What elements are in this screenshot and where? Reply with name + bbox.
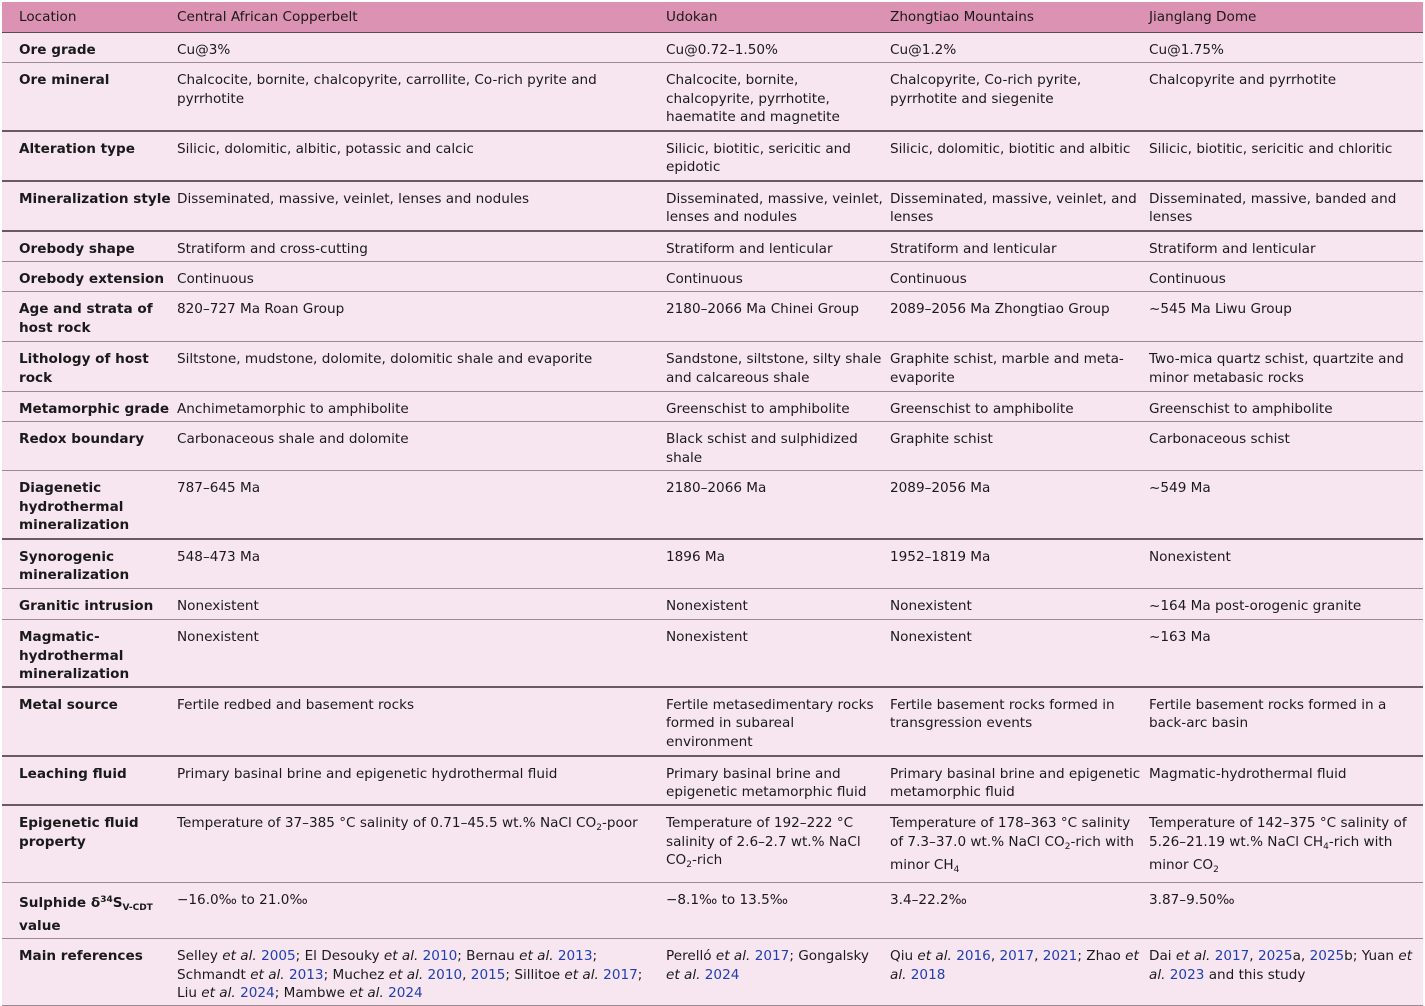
ref-author: Zhao [1086, 947, 1126, 964]
header-jianglang: Jianglang Dome [1149, 2, 1423, 33]
ref-year-link[interactable]: 2025 [1257, 947, 1293, 964]
table-cell: Nonexistent [890, 589, 1149, 620]
table-cell: Silicic, biotitic, sericitic and epidotic [666, 131, 890, 181]
ref-year-link[interactable]: 2017 [1214, 947, 1250, 964]
table-cell: 2089–2056 Ma Zhongtiao Group [890, 292, 1149, 342]
table-cell: Nonexistent [177, 620, 666, 687]
ref-etal: et al. [666, 966, 701, 983]
ref-year-link[interactable]: 2017 [999, 947, 1035, 964]
table-cell: 548–473 Ma [177, 539, 666, 589]
table-cell: Cu@1.2% [890, 33, 1149, 63]
table-row [2, 589, 1423, 620]
row-label: Magmatic-hydrothermal mineralization [2, 620, 177, 687]
ref-year-link[interactable]: 2018 [910, 966, 946, 983]
table-row [2, 805, 1423, 882]
table-row [2, 262, 1423, 292]
ref-year-link[interactable]: 2010 [427, 966, 463, 983]
ref-etal: et al. [917, 947, 952, 964]
row-label: Metamorphic grade [2, 392, 177, 422]
table-cell: 1952–1819 Ma [890, 539, 1149, 589]
table-cell: Nonexistent [666, 620, 890, 687]
table-cell: 2180–2066 Ma Chinei Group [666, 292, 890, 342]
table-cell: Stratiform and lenticular [1149, 231, 1423, 262]
ref-year-link[interactable]: 2015 [470, 966, 506, 983]
table-cell: Nonexistent [1149, 539, 1423, 589]
ref-author: Dai [1149, 947, 1176, 964]
table-cell: Primary basinal brine and epigenetic metamorphic fluid [890, 756, 1149, 805]
ref-author: Bernau [466, 947, 520, 964]
row-label: Diagenetic hydrothermal mineralization [2, 471, 177, 539]
table-cell: Disseminated, massive, veinlet, lenses and nodules [666, 181, 890, 231]
ref-year-link[interactable]: 2010 [422, 947, 458, 964]
ref-etal: et al. [388, 966, 424, 983]
table-cell: Nonexistent [890, 620, 1149, 687]
ref-year-link[interactable]: 2024 [240, 985, 275, 1002]
table-row [2, 756, 1423, 805]
table-cell: Sandstone, siltstone, silty shale and calcareous shale [666, 342, 890, 392]
table-cell: Greenschist to amphibolite [666, 392, 890, 422]
table-cell: 787–645 Ma [177, 471, 666, 539]
table-cell: Temperature of 142–375 °C salinity of 5.26–21.19 wt.% NaCl $CH_4$-rich with minor $CO_2$ [1149, 805, 1423, 882]
row-label: Metal source [2, 687, 177, 756]
ref-year-link[interactable]: 2017 [603, 966, 638, 983]
ref-author: Gongalsky [798, 947, 869, 964]
row-label: Main references [2, 938, 177, 1005]
table-cell: Graphite schist, marble and meta-evaporite [890, 342, 1149, 392]
row-label: Alteration type [2, 131, 177, 181]
table-cell: 1896 Ma [666, 539, 890, 589]
ref-year-link[interactable]: 2013 [557, 947, 593, 964]
ref-author: Sillitoe [514, 966, 565, 983]
row-label: Orebody extension [2, 262, 177, 292]
table-cell: Fertile basement rocks formed in transgression events [890, 687, 1149, 756]
row-label: Orebody shape [2, 231, 177, 262]
ref-year-link[interactable]: 2025 [1309, 947, 1345, 964]
header-row [2, 2, 1423, 33]
ref-author: Mambwe [283, 985, 350, 1002]
comparison-table [2, 2, 1423, 1006]
ref-etal: et al. [564, 966, 599, 983]
table-cell: ~163 Ma [1149, 620, 1423, 687]
ref-etal: et al. [349, 985, 384, 1002]
ref-author: Selley [177, 947, 223, 964]
ref-etal: et al. [519, 947, 554, 964]
row-label: Lithology of host rock [2, 342, 177, 392]
table-cell: Chalcopyrite, Co-rich pyrite, pyrrhotite and siegenite [890, 63, 1149, 131]
table-cell: Silicic, dolomitic, biotitic and albitic [890, 131, 1149, 181]
ref-author: Schmandt [177, 966, 251, 983]
table-cell: 2180–2066 Ma [666, 471, 890, 539]
table-cell: Nonexistent [177, 589, 666, 620]
references-cell: Dai et al. 2017, 2025a, 2025b; Yuan et al. 2023 and this study [1149, 938, 1423, 1005]
table-row [2, 471, 1423, 539]
table-cell: Greenschist to amphibolite [1149, 392, 1423, 422]
references-cell: Perelló et al. 2017; Gongalsky et al. 2024 [666, 938, 890, 1005]
ref-year-link[interactable]: 2023 [1169, 966, 1205, 983]
header-udokan: Udokan [666, 2, 890, 33]
header-copperbelt: Central African Copperbelt [177, 2, 666, 33]
table-row [2, 33, 1423, 63]
table-row [2, 231, 1423, 262]
table-row [2, 63, 1423, 131]
table-cell: Cu@0.72–1.50% [666, 33, 890, 63]
references-cell: Qiu et al. 2016, 2017, 2021; Zhao et al. 2018 [890, 938, 1149, 1005]
table-cell: Black schist and sulphidized shale [666, 422, 890, 471]
table-cell: Temperature of 192–222 °C salinity of 2.6–2.7 wt.% NaCl $CO_2$-rich [666, 805, 890, 882]
table-cell: Primary basinal brine and epigenetic metamorphic fluid [666, 756, 890, 805]
table-cell: Stratiform and lenticular [890, 231, 1149, 262]
ref-etal: et al. [383, 947, 419, 964]
table-cell: Two-mica quartz schist, quartzite and minor metabasic rocks [1149, 342, 1423, 392]
table-cell: Disseminated, massive, banded and lenses [1149, 181, 1423, 231]
table-row [2, 342, 1423, 392]
table-cell: Cu@1.75% [1149, 33, 1423, 63]
ref-author: El Desouky [304, 947, 384, 964]
ref-year-link[interactable]: 2024 [704, 966, 740, 983]
table-cell: 3.4–22.2‰ [890, 882, 1149, 938]
ref-author: Muchez [332, 966, 389, 983]
table-cell: ~164 Ma post-orogenic granite [1149, 589, 1423, 620]
ref-author: Perelló [666, 947, 716, 964]
ref-year-link[interactable]: 2024 [388, 985, 423, 1002]
table-cell: Silicic, dolomitic, albitic, potassic and calcic [177, 131, 666, 181]
table-cell: Silicic, biotitic, sericitic and chloritic [1149, 131, 1423, 181]
table-cell: ~545 Ma Liwu Group [1149, 292, 1423, 342]
ref-year-link[interactable]: 2013 [288, 966, 324, 983]
row-label: Age and strata of host rock [2, 292, 177, 342]
table-cell: Disseminated, massive, veinlet, and lenses [890, 181, 1149, 231]
table-cell: Stratiform and cross-cutting [177, 231, 666, 262]
table-cell: Greenschist to amphibolite [890, 392, 1149, 422]
table-cell: Primary basinal brine and epigenetic hydrothermal fluid [177, 756, 666, 805]
table-cell: Continuous [177, 262, 666, 292]
table-cell: Continuous [666, 262, 890, 292]
table-cell: Cu@3% [177, 33, 666, 63]
ref-suffix: b [1344, 947, 1353, 964]
ref-year-link[interactable]: 2016 [956, 947, 991, 964]
row-label: Ore grade [2, 33, 177, 63]
ref-author: Qiu [890, 947, 918, 964]
references-cell: Selley et al. 2005; El Desouky et al. 2010; Bernau et al. 2013; Schmandt et al. 2013; Muchez et al. 2010, 2015; Sillitoe et al. 2017; Liu et al. 2024; Mambwe et al. 2024 [177, 938, 666, 1005]
table-row [2, 422, 1423, 471]
header-location: Location [2, 2, 177, 33]
table-cell: Graphite schist [890, 422, 1149, 471]
row-label: Synorogenic mineralization [2, 539, 177, 589]
table-cell: Fertile redbed and basement rocks [177, 687, 666, 756]
table-cell: Continuous [1149, 262, 1423, 292]
table-cell: 3.87–9.50‰ [1149, 882, 1423, 938]
table-row [2, 131, 1423, 181]
table-cell: 820–727 Ma Roan Group [177, 292, 666, 342]
table-cell: Anchimetamorphic to amphibolite [177, 392, 666, 422]
table-row [2, 181, 1423, 231]
table-cell: Temperature of 178–363 °C salinity of 7.3–37.0 wt.% NaCl $CO_2$-rich with minor $CH_4$ [890, 805, 1149, 882]
ref-etal: et al. [201, 985, 236, 1002]
table-row [2, 938, 1423, 1005]
table-cell: Chalcopyrite and pyrrhotite [1149, 63, 1423, 131]
table-cell: Disseminated, massive, veinlet, lenses and nodules [177, 181, 666, 231]
table-cell: Chalcocite, bornite, chalcopyrite, carrollite, Co-rich pyrite and pyrrhotite [177, 63, 666, 131]
row-label: Epigenetic fluid property [2, 805, 177, 882]
table-cell: Carbonaceous schist [1149, 422, 1423, 471]
ref-suffix: a [1292, 947, 1301, 964]
table-cell: Carbonaceous shale and dolomite [177, 422, 666, 471]
row-label: Sulphide $\delta^{34}S_{V-CDT}$ value [2, 882, 177, 938]
ref-year-link[interactable]: 2017 [754, 947, 790, 964]
table-cell: Nonexistent [666, 589, 890, 620]
ref-author: Yuan [1361, 947, 1399, 964]
table-row [2, 620, 1423, 687]
table-cell: 2089–2056 Ma [890, 471, 1149, 539]
table-cell: −8.1‰ to 13.5‰ [666, 882, 890, 938]
table-cell: Temperature of 37–385 °C salinity of 0.71–45.5 wt.% NaCl $CO_2$-poor [177, 805, 666, 882]
table-row [2, 392, 1423, 422]
ref-year-link[interactable]: 2005 [261, 947, 296, 964]
row-label: Granitic intrusion [2, 589, 177, 620]
row-label: Mineralization style [2, 181, 177, 231]
table-cell: Continuous [890, 262, 1149, 292]
table-cell: Stratiform and lenticular [666, 231, 890, 262]
row-label: Redox boundary [2, 422, 177, 471]
table-row [2, 539, 1423, 589]
ref-year-link[interactable]: 2021 [1042, 947, 1078, 964]
row-label: Leaching fluid [2, 756, 177, 805]
table-cell: Magmatic-hydrothermal fluid [1149, 756, 1423, 805]
table-row [2, 882, 1423, 938]
row-label: Ore mineral [2, 63, 177, 131]
ref-etal: et al. [715, 947, 751, 964]
ref-etal: et al. [1175, 947, 1211, 964]
table-row [2, 687, 1423, 756]
table-cell: Chalcocite, bornite, chalcopyrite, pyrrhotite, haematite and magnetite [666, 63, 890, 131]
table-cell: Fertile metasedimentary rocks formed in subareal environment [666, 687, 890, 756]
ref-author: Liu [177, 985, 202, 1002]
table-cell: −16.0‰ to 21.0‰ [177, 882, 666, 938]
table-cell: Fertile basement rocks formed in a back-arc basin [1149, 687, 1423, 756]
ref-etal: et al. [222, 947, 257, 964]
table-cell: ~549 Ma [1149, 471, 1423, 539]
ref-etal: et al. [1149, 947, 1413, 983]
table-row [2, 292, 1423, 342]
ref-etal: et al. [890, 947, 1139, 983]
header-zhongtiao: Zhongtiao Mountains [890, 2, 1149, 33]
table-cell: Siltstone, mudstone, dolomite, dolomitic shale and evaporite [177, 342, 666, 392]
ref-etal: et al. [250, 966, 285, 983]
